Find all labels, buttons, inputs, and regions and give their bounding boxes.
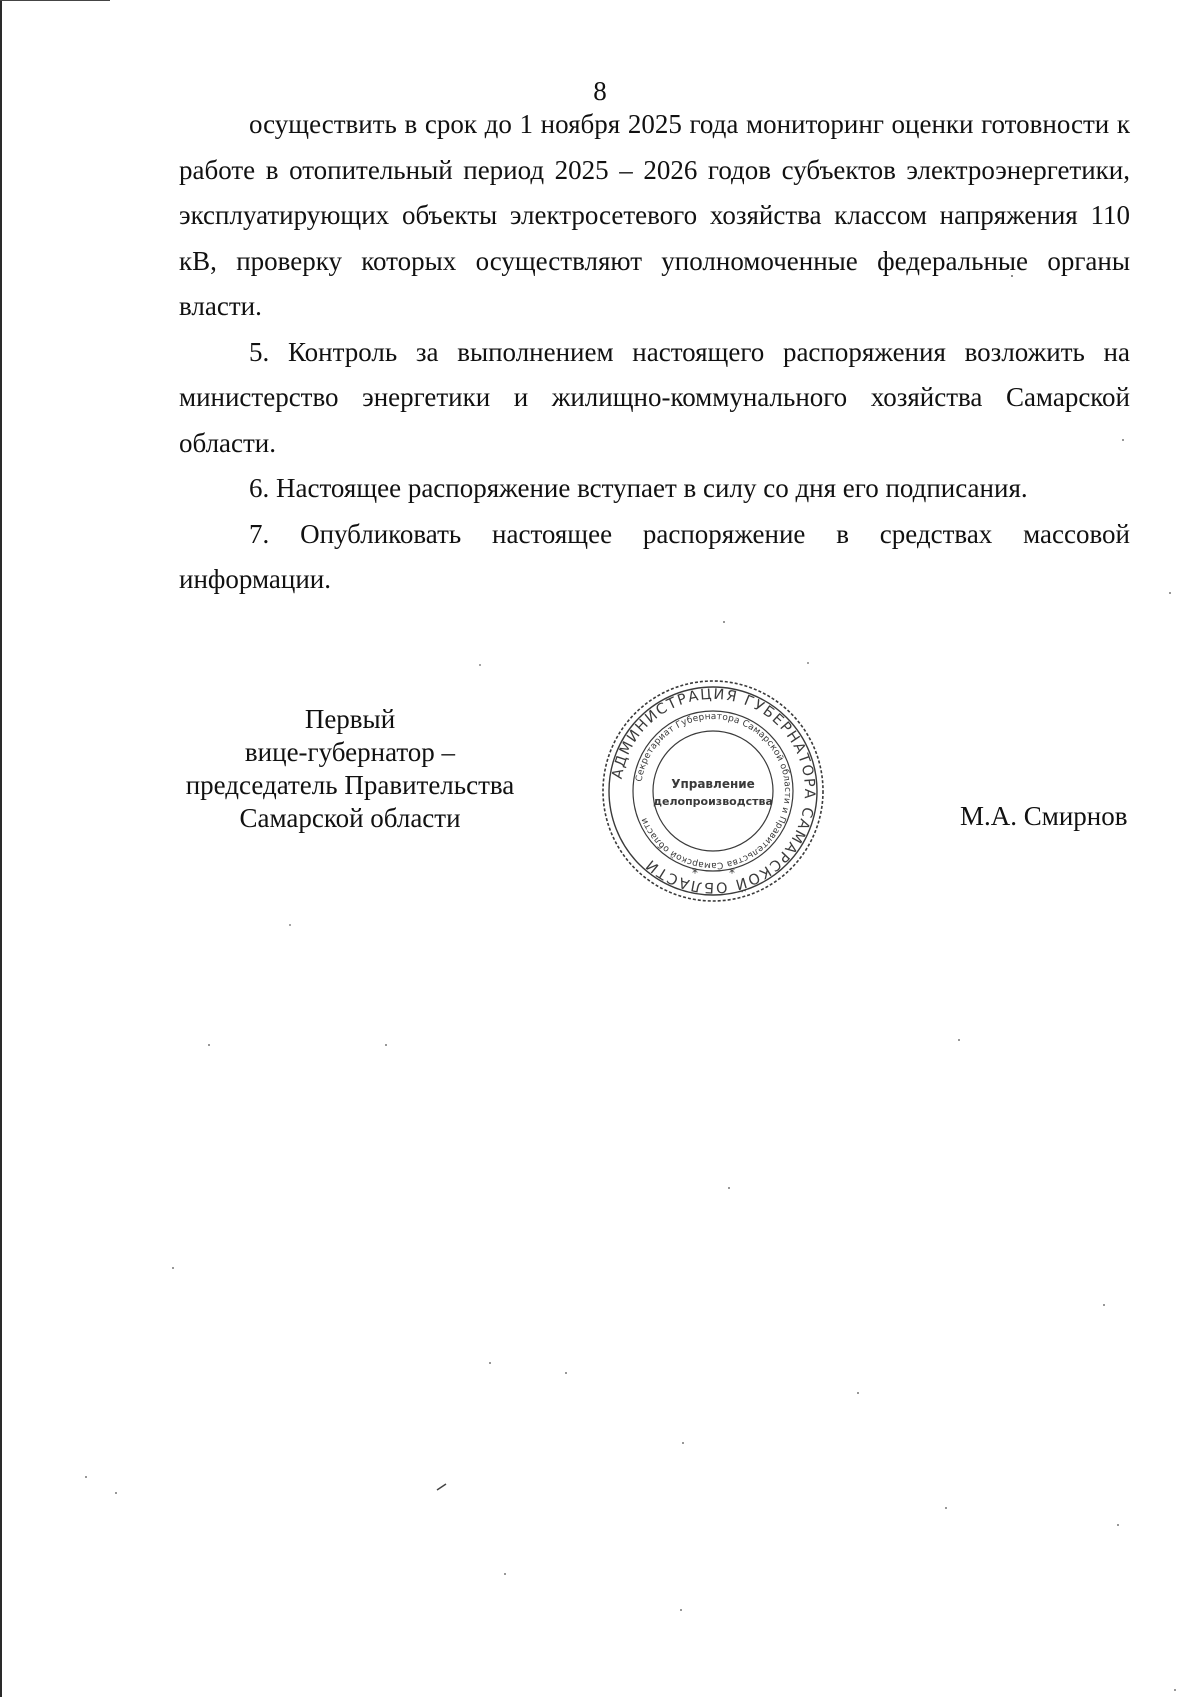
- seal-star-right-icon: *: [729, 866, 735, 880]
- signatory-title-line: вице-губернатор –: [244, 737, 456, 767]
- scan-edge-left: [0, 0, 2, 1697]
- seal-center-line-2: делопроизводства: [653, 795, 773, 808]
- signatory-title-line: председатель Правительства: [185, 770, 515, 800]
- paragraph-4-continuation: осуществить в срок до 1 ноября 2025 года мониторинг оценки готовности к работе в отопительный период 2025 – 2026 годов субъектов электроэнергетики, эксплуатирующих объекты электросетевого хозяйства классом напряжения 110 кВ, проверку которых осуществляют уполномоченные федеральные органы власти.: [179, 109, 1130, 321]
- paragraph-7: 7. Опубликовать настоящее распоряжение в средствах массовой информации.: [179, 518, 1130, 594]
- official-seal-stamp: [598, 676, 828, 906]
- paragraph-6: 6. Настоящее распоряжение вступает в силу со дня его подписания.: [249, 473, 1028, 503]
- seal-star-left-icon: *: [692, 866, 698, 880]
- seal-graphic: [598, 676, 828, 906]
- document-body: [179, 102, 1130, 603]
- signatory-title: [170, 703, 530, 835]
- seal-inner-text: Секретариат Губернатора Самарской области и Правительства Самарской области: [634, 711, 793, 871]
- page-number: 8: [593, 76, 607, 106]
- scan-edge-top: [0, 0, 110, 1]
- seal-outer-text: АДМИНИСТРАЦИЯ ГУБЕРНАТОРА САМАРСКОЙ ОБЛАСТИ: [609, 686, 818, 896]
- paragraph-5: 5. Контроль за выполнением настоящего распоряжения возложить на министерство энергетики и жилищно-коммунального хозяйства Самарской области.: [179, 336, 1130, 458]
- seal-center-line-1: Управление: [671, 777, 755, 791]
- signatory-title-line: Первый: [304, 704, 396, 734]
- signatory-name: М.А. Смирнов: [960, 801, 1128, 831]
- signatory-title-line: Самарской области: [239, 803, 461, 833]
